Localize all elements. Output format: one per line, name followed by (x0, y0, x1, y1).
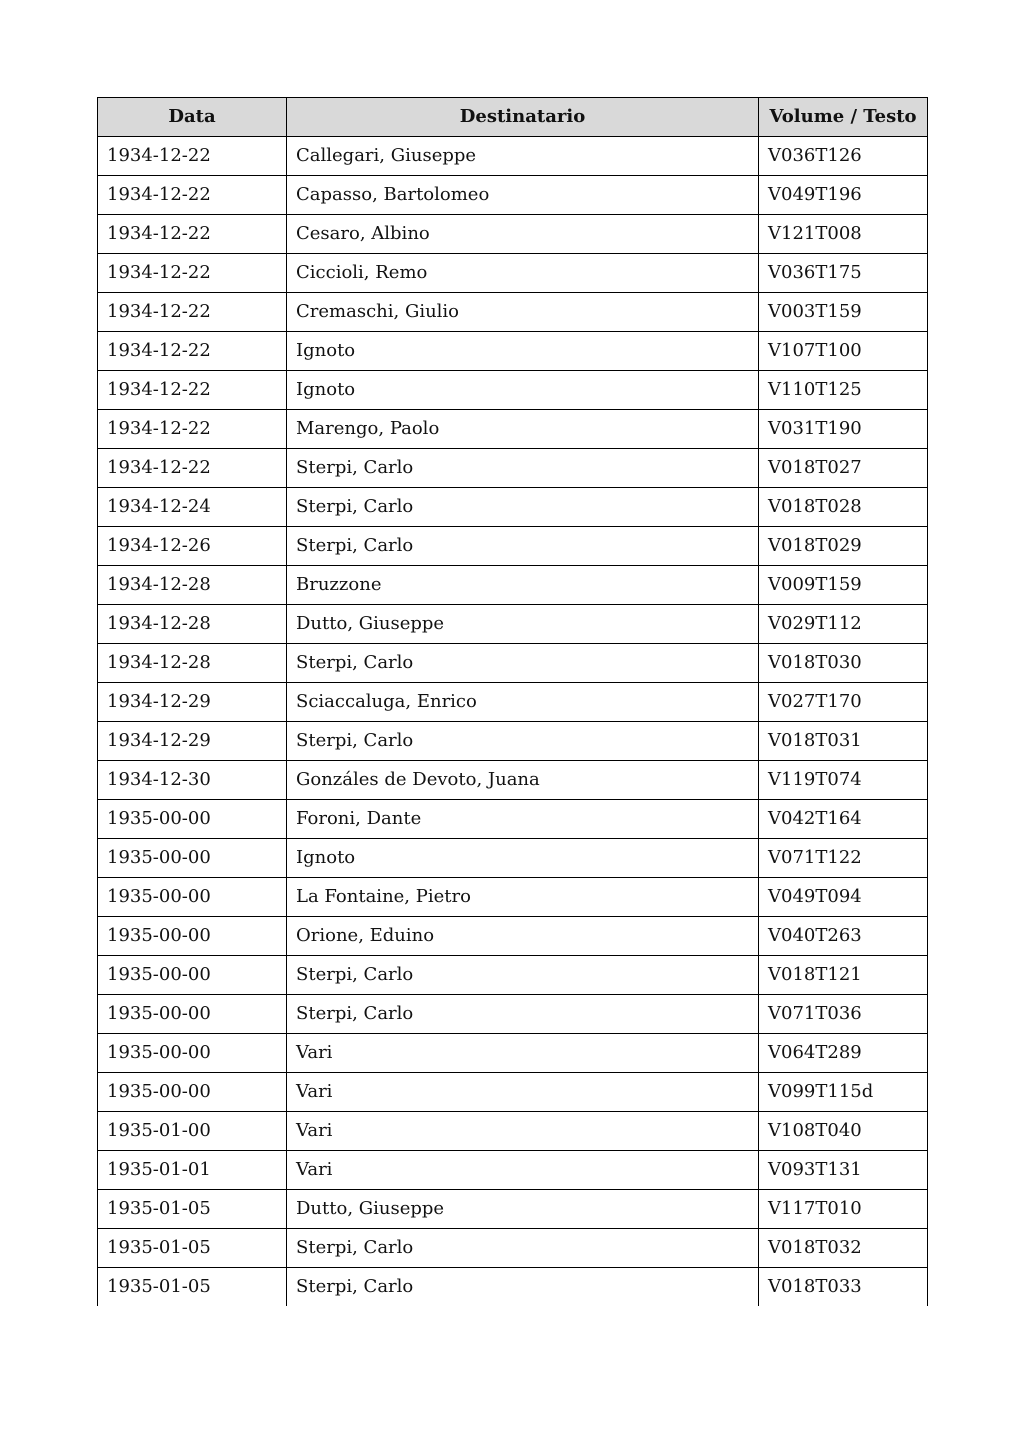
table-row (98, 176, 928, 215)
table-row (98, 215, 928, 254)
table-row (98, 722, 928, 761)
table-row (98, 566, 928, 605)
cell-recipient: Vari (287, 1151, 759, 1190)
table-row (98, 1229, 928, 1268)
cell-date: 1934-12-24 (98, 488, 287, 527)
cell-recipient: Sterpi, Carlo (287, 527, 759, 566)
cell-volume-text: V110T125 (759, 371, 928, 410)
cell-recipient: Sterpi, Carlo (287, 449, 759, 488)
cell-volume-text: V018T029 (759, 527, 928, 566)
cell-recipient: Sterpi, Carlo (287, 1268, 759, 1307)
cell-volume-text: V108T040 (759, 1112, 928, 1151)
cell-volume-text: V119T074 (759, 761, 928, 800)
cell-volume-text: V027T170 (759, 683, 928, 722)
table-row (98, 800, 928, 839)
header-recipient: Destinatario (287, 98, 759, 137)
table-row (98, 605, 928, 644)
header-volume-text: Volume / Testo (759, 98, 928, 137)
cell-recipient: Orione, Eduino (287, 917, 759, 956)
table-row (98, 1112, 928, 1151)
cell-volume-text: V018T031 (759, 722, 928, 761)
cell-recipient: Ignoto (287, 332, 759, 371)
cell-recipient: La Fontaine, Pietro (287, 878, 759, 917)
cell-volume-text: V031T190 (759, 410, 928, 449)
cell-date: 1935-00-00 (98, 956, 287, 995)
cell-recipient: Vari (287, 1034, 759, 1073)
cell-volume-text: V064T289 (759, 1034, 928, 1073)
table-row (98, 527, 928, 566)
cell-date: 1934-12-29 (98, 722, 287, 761)
cell-date: 1935-01-00 (98, 1112, 287, 1151)
cell-recipient: Bruzzone (287, 566, 759, 605)
cell-volume-text: V036T175 (759, 254, 928, 293)
cell-recipient: Dutto, Giuseppe (287, 605, 759, 644)
cell-volume-text: V093T131 (759, 1151, 928, 1190)
cell-date: 1935-00-00 (98, 800, 287, 839)
table-row (98, 293, 928, 332)
table-row (98, 488, 928, 527)
cell-date: 1935-01-05 (98, 1190, 287, 1229)
cell-recipient: Cesaro, Albino (287, 215, 759, 254)
cell-recipient: Foroni, Dante (287, 800, 759, 839)
cell-date: 1934-12-30 (98, 761, 287, 800)
cell-date: 1935-01-01 (98, 1151, 287, 1190)
cell-date: 1934-12-22 (98, 176, 287, 215)
table-row (98, 254, 928, 293)
cell-volume-text: V018T027 (759, 449, 928, 488)
header-row (98, 98, 928, 137)
cell-volume-text: V018T032 (759, 1229, 928, 1268)
cell-date: 1934-12-22 (98, 410, 287, 449)
cell-recipient: Gonzáles de Devoto, Juana (287, 761, 759, 800)
cell-date: 1934-12-22 (98, 215, 287, 254)
table-row (98, 995, 928, 1034)
cell-volume-text: V117T010 (759, 1190, 928, 1229)
cell-date: 1934-12-28 (98, 644, 287, 683)
table-row (98, 449, 928, 488)
cell-volume-text: V018T030 (759, 644, 928, 683)
cell-recipient: Ciccioli, Remo (287, 254, 759, 293)
cell-volume-text: V071T036 (759, 995, 928, 1034)
table-row (98, 1073, 928, 1112)
cell-date: 1934-12-28 (98, 566, 287, 605)
cell-recipient: Capasso, Bartolomeo (287, 176, 759, 215)
cell-date: 1935-01-05 (98, 1229, 287, 1268)
cell-date: 1935-00-00 (98, 1034, 287, 1073)
header-date: Data (98, 98, 287, 137)
cell-recipient: Sterpi, Carlo (287, 995, 759, 1034)
cell-date: 1935-00-00 (98, 839, 287, 878)
cell-volume-text: V040T263 (759, 917, 928, 956)
cell-volume-text: V049T196 (759, 176, 928, 215)
cell-date: 1935-01-05 (98, 1268, 287, 1307)
table-row (98, 956, 928, 995)
cell-date: 1934-12-22 (98, 137, 287, 176)
cell-date: 1935-00-00 (98, 1073, 287, 1112)
cell-volume-text: V018T028 (759, 488, 928, 527)
cell-recipient: Dutto, Giuseppe (287, 1190, 759, 1229)
cell-date: 1934-12-22 (98, 254, 287, 293)
cell-date: 1934-12-26 (98, 527, 287, 566)
table-header (98, 98, 928, 137)
table-row (98, 332, 928, 371)
table-row (98, 1151, 928, 1190)
cell-recipient: Vari (287, 1112, 759, 1151)
cell-volume-text: V029T112 (759, 605, 928, 644)
table-row (98, 839, 928, 878)
table-row (98, 1190, 928, 1229)
cell-recipient: Callegari, Giuseppe (287, 137, 759, 176)
cell-recipient: Sterpi, Carlo (287, 956, 759, 995)
cell-recipient: Sciaccaluga, Enrico (287, 683, 759, 722)
cell-volume-text: V009T159 (759, 566, 928, 605)
cell-date: 1934-12-22 (98, 449, 287, 488)
cell-recipient: Sterpi, Carlo (287, 722, 759, 761)
cell-volume-text: V003T159 (759, 293, 928, 332)
cell-volume-text: V049T094 (759, 878, 928, 917)
cell-recipient: Ignoto (287, 371, 759, 410)
cell-date: 1934-12-22 (98, 371, 287, 410)
cell-recipient: Sterpi, Carlo (287, 1229, 759, 1268)
cell-volume-text: V099T115d (759, 1073, 928, 1112)
cell-volume-text: V018T033 (759, 1268, 928, 1307)
cell-recipient: Sterpi, Carlo (287, 644, 759, 683)
table-row (98, 644, 928, 683)
cell-date: 1934-12-22 (98, 293, 287, 332)
cell-volume-text: V121T008 (759, 215, 928, 254)
cell-recipient: Cremaschi, Giulio (287, 293, 759, 332)
table-row (98, 1268, 928, 1307)
cell-recipient: Ignoto (287, 839, 759, 878)
cell-volume-text: V036T126 (759, 137, 928, 176)
table-row (98, 410, 928, 449)
cell-recipient: Vari (287, 1073, 759, 1112)
table-row (98, 878, 928, 917)
table-row (98, 1034, 928, 1073)
cell-date: 1935-00-00 (98, 995, 287, 1034)
cell-recipient: Marengo, Paolo (287, 410, 759, 449)
table-body (98, 137, 928, 1307)
table-row (98, 371, 928, 410)
cell-date: 1934-12-22 (98, 332, 287, 371)
table-row (98, 917, 928, 956)
cell-recipient: Sterpi, Carlo (287, 488, 759, 527)
cell-volume-text: V107T100 (759, 332, 928, 371)
cell-volume-text: V042T164 (759, 800, 928, 839)
letters-table (97, 97, 928, 1306)
cell-date: 1935-00-00 (98, 878, 287, 917)
cell-date: 1934-12-28 (98, 605, 287, 644)
cell-date: 1934-12-29 (98, 683, 287, 722)
table-row (98, 683, 928, 722)
cell-volume-text: V018T121 (759, 956, 928, 995)
table-row (98, 137, 928, 176)
cell-date: 1935-00-00 (98, 917, 287, 956)
table-row (98, 761, 928, 800)
cell-volume-text: V071T122 (759, 839, 928, 878)
